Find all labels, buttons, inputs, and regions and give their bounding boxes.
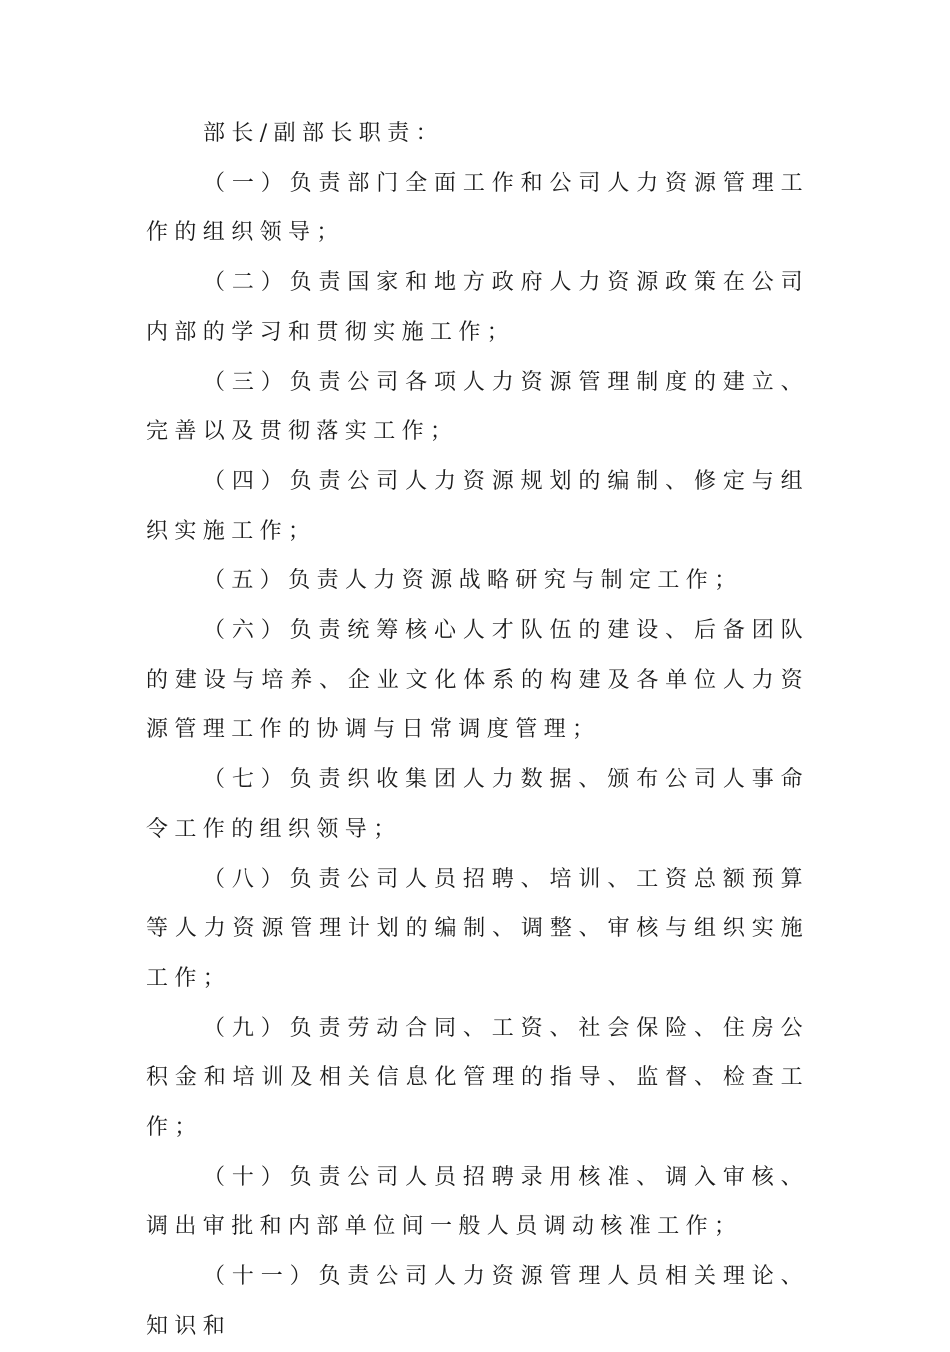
duty-item-1: （一）负责部门全面工作和公司人力资源管理工作的组织领导；	[146, 170, 809, 246]
duty-item-3: （三）负责公司各项人力资源管理制度的建立、完善以及贯彻落实工作；	[146, 369, 809, 445]
duty-item-2: （二）负责国家和地方政府人力资源政策在公司内部的学习和贯彻实施工作；	[146, 270, 809, 345]
duty-item-9: （九）负责劳动合同、工资、社会保险、住房公积金和培训及相关信息化管理的指导、监督、检查工作；	[146, 1015, 809, 1141]
duty-item-5: （五）负责人力资源战略研究与制定工作；	[203, 568, 743, 594]
duty-item-10: （十）负责公司人员招聘录用核准、调入审核、调出审批和内部单位间一般人员调动核准工作；	[146, 1164, 809, 1240]
document-body	[146, 109, 809, 1352]
duty-item-7: （七）负责织收集团人力数据、颁布公司人事命令工作的组织领导；	[146, 767, 809, 842]
duty-item-8: （八）负责公司人员招聘、培训、工资总额预算等人力资源管理计划的编制、调整、审核与组织实施工作；	[146, 866, 809, 991]
duty-item-6: （六）负责统筹核心人才队伍的建设、后备团队的建设与培养、企业文化体系的构建及各单位人力资源管理工作的协调与日常调度管理；	[146, 618, 809, 743]
duty-item-11: （十一）负责公司人力资源管理人员相关理论、知识和	[146, 1264, 809, 1339]
duty-item-4: （四）负责公司人力资源规划的编制、修定与组织实施工作；	[146, 468, 809, 544]
section-heading: 部长/副部长职责：	[203, 121, 445, 146]
